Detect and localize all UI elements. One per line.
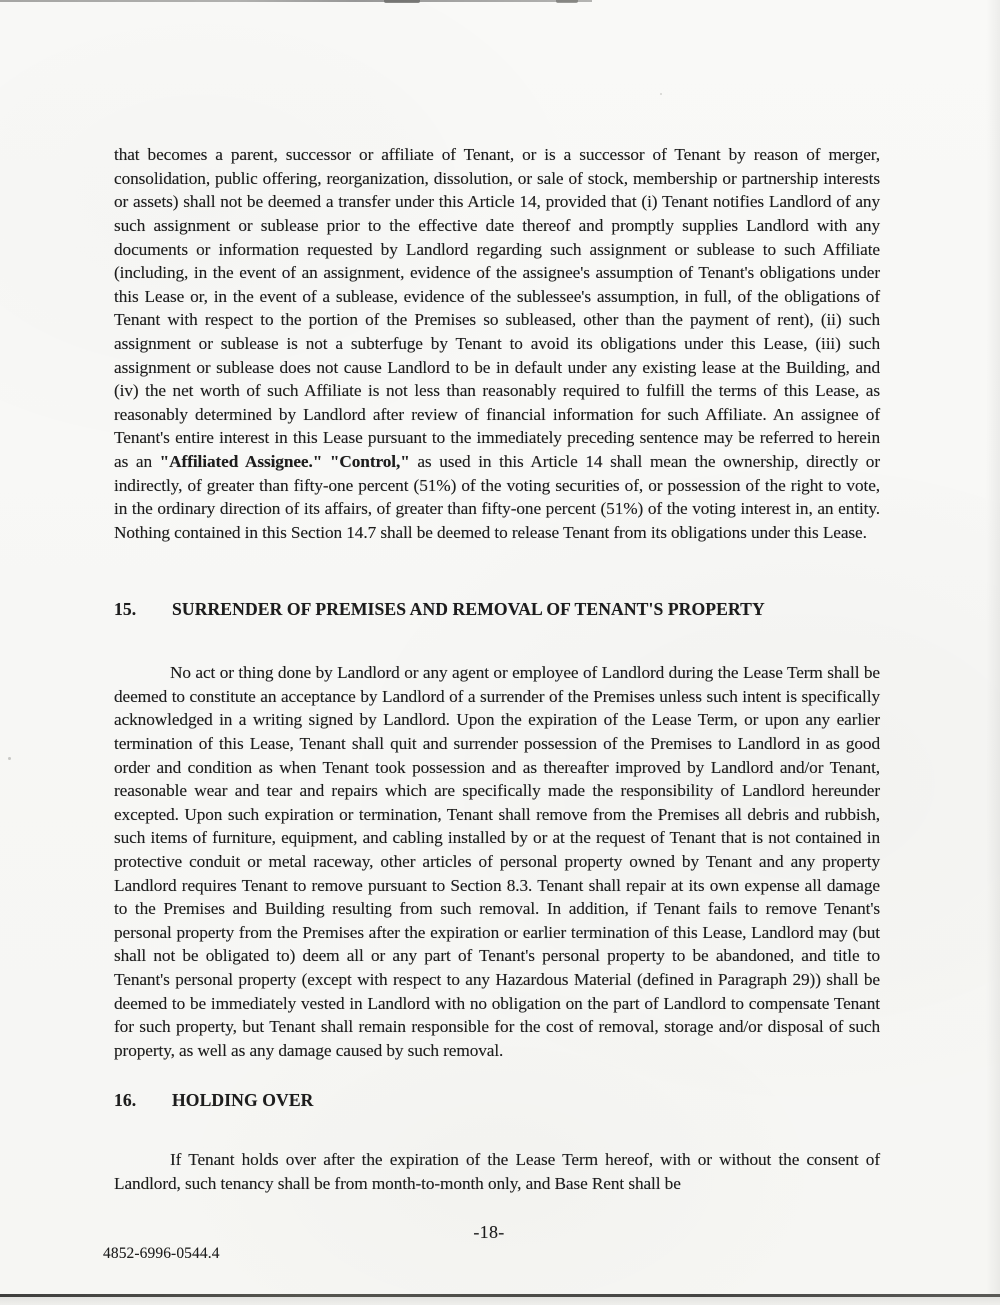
- paragraph-section-15-body: No act or thing done by Landlord or any agent or employee of Landlord during the Lease Term shall be deemed to constitute an acceptance by Landlord of a surrender of the Premises unless such intent is specifically acknowledged in a writing signed by Landlord. Upon the expiration of the Lease Term, or upon any earlier termination of this Lease, Tenant shall quit and surrender possession of the Premises to Landlord in as good order and condition as when Tenant took possession and as thereafter improved by Landlord and/or Tenant, reasonable wear and tear and repairs which are specifically made the responsibility of Landlord hereunder excepted. Upon such expiration or termination, Tenant shall remove from the Premises all debris and rubbish, such items of furniture, equipment, and cabling installed by or at the request of Tenant that is not contained in protective conduit or metal raceway, other articles of personal property owned by Tenant and any property Landlord requires Tenant to remove pursuant to Section 8.3. Tenant shall repair at its own expense all damage to the Premises and Building resulting from such removal. In addition, if Tenant fails to remove Tenant's personal property from the Premises after the expiration or earlier termination of this Lease, Landlord may (but shall not be obligated to) deem all or any part of Tenant's personal property to be abandoned, and title to Tenant's personal property (except with respect to any Hazardous Material (defined in Paragraph 29)) shall be deemed to be immediately vested in Landlord with no obligation on the part of Landlord to compensate Tenant for such property, but Tenant shall remain responsible for the cost of removal, storage and/or disposal of such property, as well as any damage caused by such removal.: [114, 663, 880, 1060]
- article14-text-between-defined-terms: [322, 452, 330, 471]
- section-15-heading: [114, 598, 880, 620]
- page-number: -18-: [473, 1222, 505, 1242]
- scan-right-edge-shading: [986, 0, 1000, 1305]
- paragraph-article14-continuation: [114, 143, 880, 544]
- article14-text-before-defined-terms: that becomes a parent, successor or affiliate of Tenant, or is a successor of Tenant by reason of merger, consolidation, public offering, reorganization, dissolution, or sale of stock, membership or partnership interests or assets) shall not be deemed a transfer under this Article 14, provided that (i) Tenant notifies Landlord of any such assignment or sublease prior to the effective date thereof and promptly supplies Landlord with any documents or information requested by Landlord regarding such assignment or sublease to such Affiliate (including, in the event of an assignment, evidence of the assignee's assumption of Tenant's obligations under this Lease or, in the event of a sublease, evidence of the sublessee's assumption, in full, of the obligations of Tenant with respect to the portion of the Premises so subleased, other than the payment of rent), (ii) such assignment or sublease is not a subterfuge by Tenant to avoid its obligations under this Lease, (iii) such assignment or sublease does not cause Landlord to be in default under any existing lease at the Building, and (iv) the net worth of such Affiliate is not less than reasonably required to fulfill the terms of this Lease, as reasonably determined by Landlord after review of financial information for such Affiliate. An assignee of Tenant's entire interest in this Lease pursuant to the immediately preceding sentence may be referred to herein as an: [114, 145, 880, 472]
- defined-term-affiliated-assignee: "Affiliated Assignee.": [159, 452, 323, 472]
- scan-bottom-edge-underlay: [0, 1297, 1000, 1305]
- section-15-title: SURRENDER OF PREMISES AND REMOVAL OF TENANT'S PROPERTY: [172, 599, 765, 619]
- paragraph-section-16-body: If Tenant holds over after the expiration of the Lease Term hereof, with or without the consent of Landlord, such tenancy shall be from month-to-month only, and Base Rent shall be: [114, 1150, 880, 1193]
- scan-top-edge-artifact: [0, 0, 592, 2]
- section-16-heading: [114, 1089, 880, 1111]
- section-16-number: 16.: [114, 1090, 137, 1110]
- defined-term-control: "Control,": [329, 452, 410, 472]
- document-reference-number: 4852-6996-0544.4: [103, 1245, 220, 1262]
- scan-speck: [660, 93, 662, 95]
- scan-speck: [8, 757, 11, 760]
- scan-top-edge-blob: [384, 0, 420, 3]
- section-15-number: 15.: [114, 599, 137, 619]
- section-16-title: HOLDING OVER: [172, 1090, 314, 1110]
- scan-top-edge-blob: [556, 0, 578, 3]
- article14-text-after-defined-terms: as used in this Article 14 shall mean the ownership, directly or indirectly, of greater than fifty-one percent (51%) of the voting securities of, or possession of the right to vote, in the ordinary direction of its affairs, of greater than fifty-one percent (51%) of the voting interest in, an entity. Nothing contained in this Section 14.7 shall be deemed to release Tenant from its obligations under this Lease.: [114, 452, 880, 542]
